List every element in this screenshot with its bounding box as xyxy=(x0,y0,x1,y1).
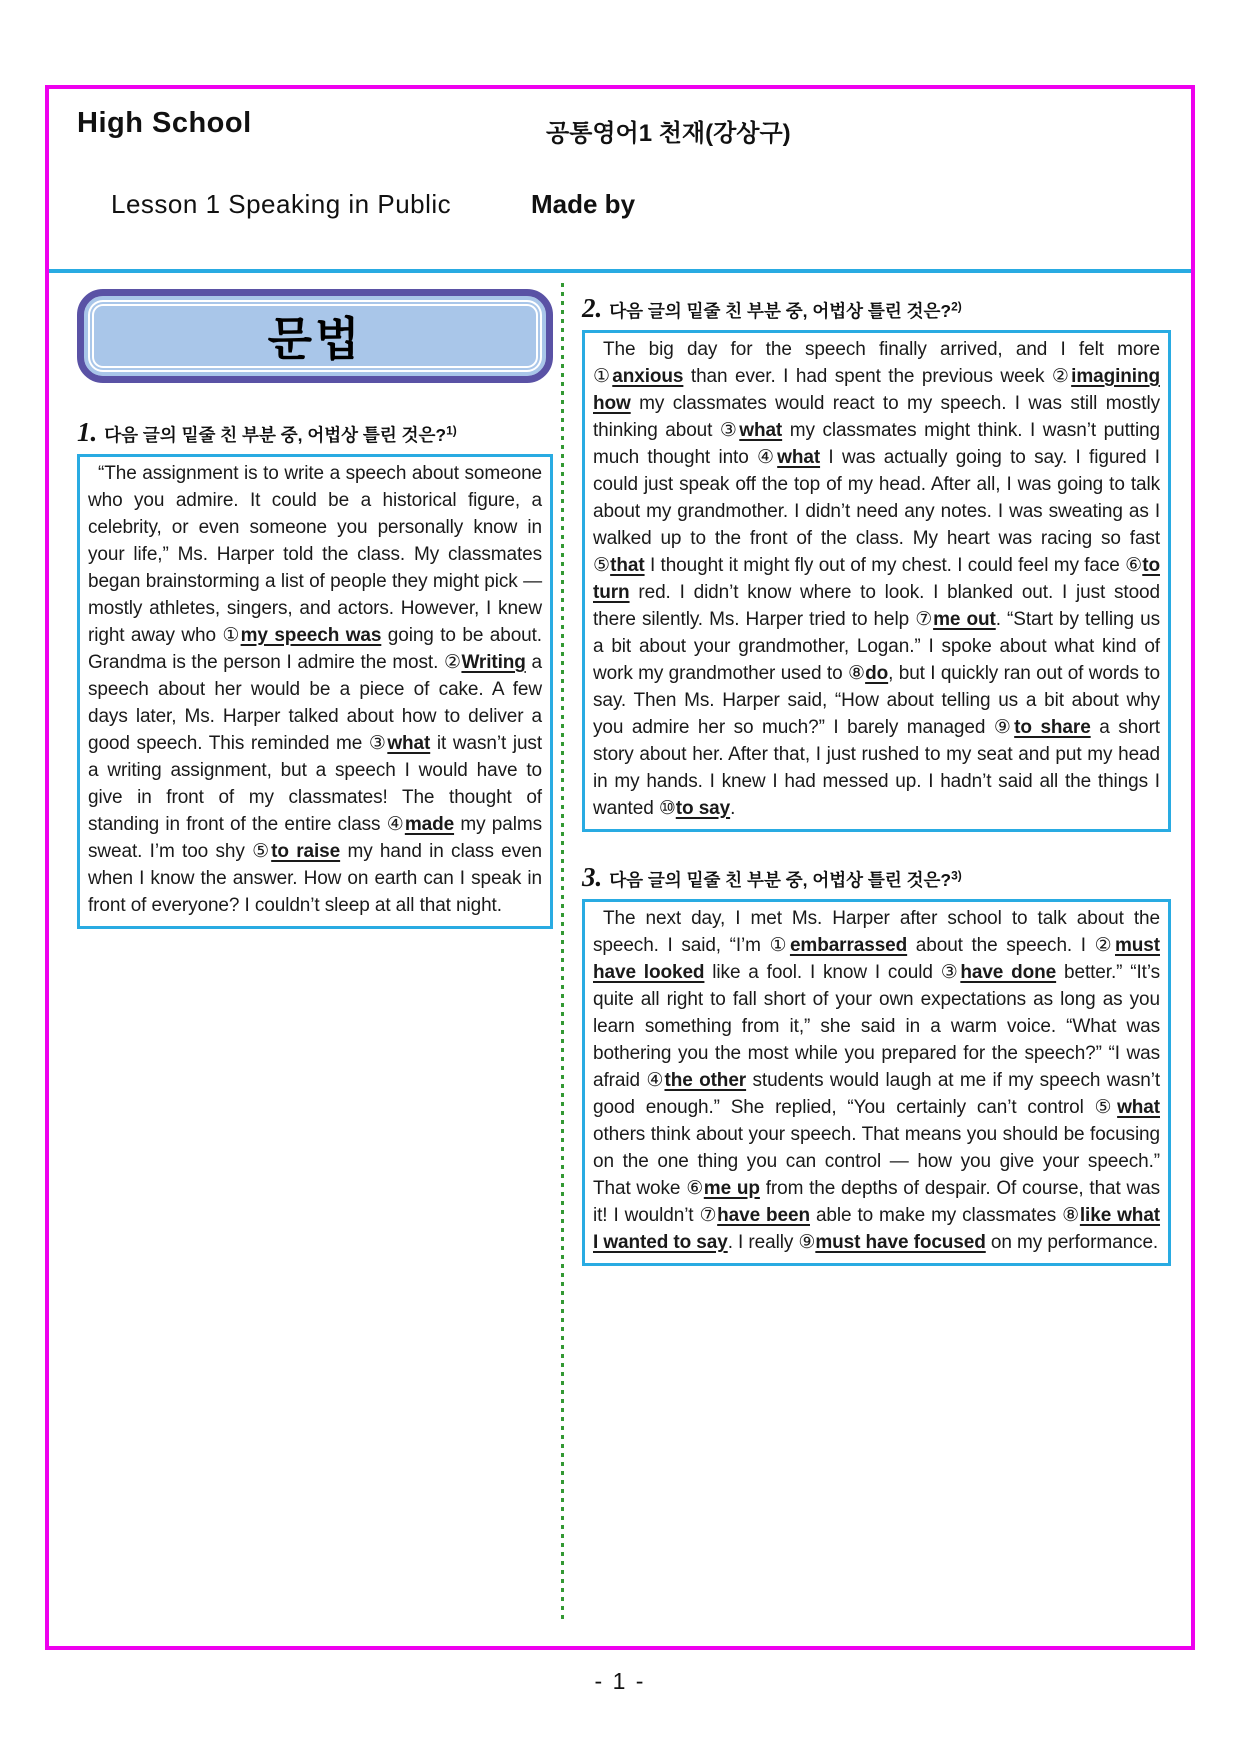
passage-text: The big day for the speech finally arrived, and I felt more ①anxious than ever. I had spent the previous week ②imagining how my classmates would react to my speech. I was still mostly thinking about ③what my classmates might think. I wasn’t putting much thought into ④what I was actually going to say. I figured I could just speak off the top of my head. After all, I was going to talk about my grandmother. I didn’t need any notes. I was sweating as I walked up to the front of the class. My heart was racing so fast ⑤that I thought it might fly out of my chest. I could feel my face ⑥to turn red. I didn’t know where to look. I blanked out. I just stood there silently. Ms. Harper tried to help ⑦me out. “Start by telling us a bit about your grandmother, Logan.” I spoke about what kind of work my grandmother used to ⑧do, but I quickly ran out of words to say. Then Ms. Harper said, “How about telling us a bit about why you admire her so much?” I barely managed ⑨to share a short story about her. After that, I just rushed to my seat and put my head in my hands. I knew I had messed up. I hadn’t said all the things I wanted ⑩to say. xyxy=(593,339,1160,819)
passage-text: The next day, I met Ms. Harper after school to talk about the speech. I said, “I’m ①embarrassed about the speech. I ②must have looked like a fool. I know I could ③have done better.” “It’s quite all right to fall short of your own expectations as long as you learn something from it,” she said in a warm voice. “What was bothering you the most while you prepared for the speech?” “I was afraid ④the other students would laugh at me if my speech wasn’t good enough.” She replied, “You certainly can’t control ⑤what others think about your speech. That means you should be focusing on the one thing you can control — how you give your speech.” That woke ⑥me up from the depths of despair. Of course, that was it! I wouldn’t ⑦have been able to make my classmates ⑧like what I wanted to say. I really ⑨must have focused on my performance. xyxy=(593,908,1161,1253)
left-column xyxy=(77,285,553,929)
question-prompt: 다음 글의 밑줄 친 부분 중, 어법상 틀린 것은? xyxy=(609,301,952,321)
question-1 xyxy=(77,417,553,929)
lesson-title: Lesson 1 Speaking in Public xyxy=(111,189,452,219)
column-divider-dotted xyxy=(561,283,564,1621)
question-1-heading xyxy=(77,417,553,448)
question-prompt: 다음 글의 밑줄 친 부분 중, 어법상 틀린 것은? xyxy=(609,870,952,890)
section-title: 문법 xyxy=(267,313,363,365)
passage-box xyxy=(582,330,1171,832)
passage-box xyxy=(582,899,1171,1266)
question-number: 3. xyxy=(582,862,603,892)
section-title-box xyxy=(77,289,553,383)
school-label: High School xyxy=(77,107,252,139)
question-3-heading xyxy=(582,862,1171,893)
question-footnote-marker: 3) xyxy=(951,868,962,883)
question-number: 1. xyxy=(77,417,98,447)
question-prompt: 다음 글의 밑줄 친 부분 중, 어법상 틀린 것은? xyxy=(104,425,447,445)
question-footnote-marker: 2) xyxy=(951,299,962,314)
question-2-heading xyxy=(582,293,1171,324)
question-2 xyxy=(582,293,1171,832)
course-label: 공통영어1 천재(강상구) xyxy=(546,120,791,147)
made-by-label: Made by xyxy=(531,189,636,219)
passage-box xyxy=(77,454,553,929)
right-column xyxy=(582,285,1171,1266)
header-divider-rule xyxy=(49,269,1191,273)
question-3 xyxy=(582,862,1171,1266)
page-border-frame xyxy=(45,85,1195,1650)
question-number: 2. xyxy=(582,293,603,323)
passage-text: “The assignment is to write a speech about someone who you admire. It could be a historical figure, a celebrity, or even someone you personally know in your life,” Ms. Harper told the class. My classmates began brainstorming a list of people they might pick — mostly athletes, singers, and actors. However, I knew right away who ①my speech was going to be about. Grandma is the person I admire the most. ②Writing a speech about her would be a piece of cake. A few days later, Ms. Harper talked about how to deliver a good speech. This reminded me ③what it wasn’t just a writing assignment, but a speech I would have to give in front of my classmates! The thought of standing in front of the entire class ④made my palms sweat. I’m too shy ⑤to raise my hand in class even when I know the answer. How on earth can I speak in front of everyone? I couldn’t sleep at all that night. xyxy=(88,463,542,916)
page-number: - 1 - xyxy=(594,1668,646,1694)
question-footnote-marker: 1) xyxy=(446,423,457,438)
